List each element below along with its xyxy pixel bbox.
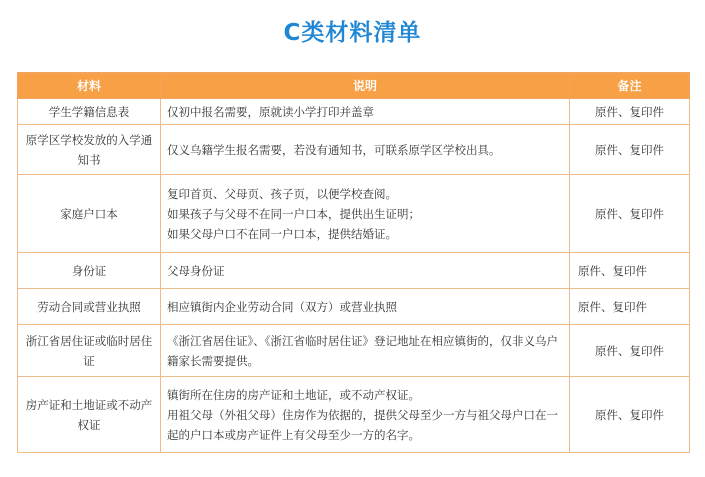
cell-material [18,125,161,175]
header-description: 说明 [161,73,570,99]
cell-note: 原件、复印件 [570,253,690,289]
cell-material: 学生学籍信息表 [18,99,161,125]
description-line: 《浙江省居住证》、《浙江省临时居住证》登记地址在相应镇街的，仅非义乌户籍家长需要提供。 [167,333,558,368]
description-line: 仅义乌籍学生报名需要，若没有通知书，可联系原学区学校出具。 [167,142,501,157]
cell-note: 原件、复印件 [570,289,690,325]
table-row [18,99,690,125]
table-row [18,253,690,289]
table-header-row [18,73,690,99]
description-line: 复印首页、父母页、孩子页，以便学校查阅。 [167,186,397,201]
cell-material: 劳动合同或营业执照 [18,289,161,325]
description-line: 相应镇街内企业劳动合同（双方）或营业执照 [167,299,397,314]
cell-note: 原件、复印件 [570,125,690,175]
table-row [18,175,690,253]
materials-table [17,72,690,453]
cell-material [18,325,161,377]
description-line: 仅初中报名需要，原就读小学打印并盖章 [167,104,374,119]
header-material: 材料 [18,73,161,99]
table-row [18,125,690,175]
cell-note: 原件、复印件 [570,325,690,377]
cell-description [161,325,570,377]
cell-note: 原件、复印件 [570,99,690,125]
cell-description [161,253,570,289]
material-text: 原学区学校发放的入学通知书 [25,132,153,167]
cell-material: 身份证 [18,253,161,289]
description-line: 镇街所在住房的房产证和土地证，或不动产权证。 [167,387,420,402]
description-line: 如果父母户口不在同一户口本，提供结婚证。 [167,226,397,241]
description-line: 父母身份证 [167,263,225,278]
material-text: 浙江省居住证或临时居住证 [25,333,153,368]
cell-description [161,125,570,175]
cell-description [161,175,570,253]
cell-material: 家庭户口本 [18,175,161,253]
page-title: C类材料清单 [283,20,422,46]
table-row [18,289,690,325]
cell-description [161,289,570,325]
description-line: 如果孩子与父母不在同一户口本，提供出生证明； [167,206,420,221]
description-line: 用祖父母（外祖父母）住房作为依据的，提供父母至少一方与祖父母户口在一起的户口本或房产证件上有父母至少一方的名字。 [167,407,558,442]
cell-note: 原件、复印件 [570,377,690,453]
table-row [18,325,690,377]
cell-material [18,377,161,453]
cell-description [161,99,570,125]
cell-note: 原件、复印件 [570,175,690,253]
cell-description [161,377,570,453]
table-row [18,377,690,453]
header-note: 备注 [570,73,690,99]
material-text: 房产证和土地证或不动产权证 [25,397,153,432]
